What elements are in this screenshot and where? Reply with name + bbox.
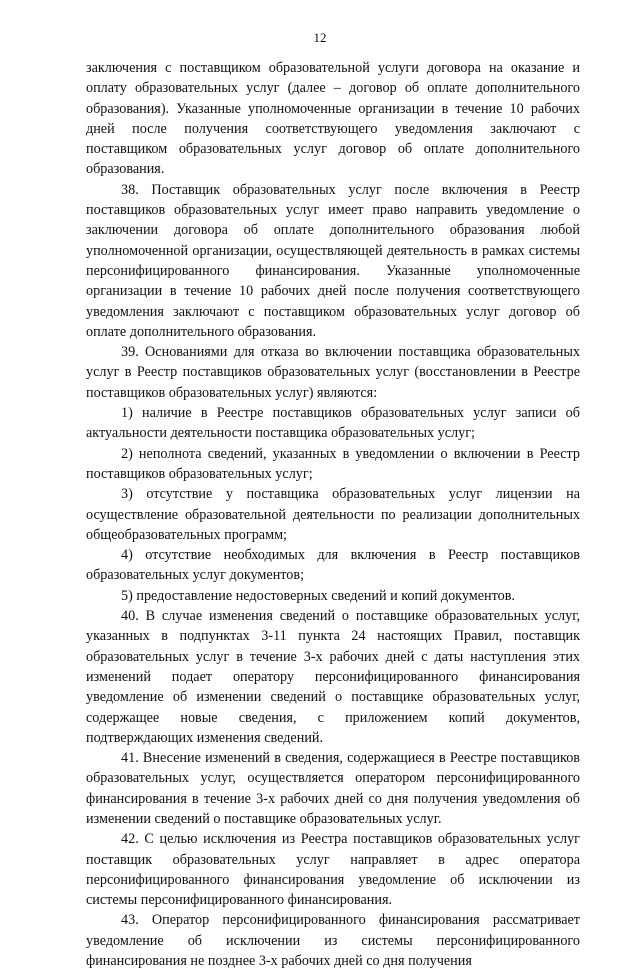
list-item-1: 1) наличие в Реестре поставщиков образовательных услуг записи об актуальности деятельности поставщика образовательных услуг; bbox=[86, 405, 580, 442]
paragraph-39: 39. Основаниями для отказа во включении поставщика образовательных услуг в Реестр поставщиков образовательных услуг (восстановлении в Реестре поставщиков образовательных услуг) являются: bbox=[86, 344, 580, 401]
paragraph-41: 41. Внесение изменений в сведения, содержащиеся в Реестре поставщиков образовательных услуг, осуществляется оператором персонифицированного финансирования в течение 3-х рабочих дней со дня получения уведомления об изменении сведений о поставщике образовательных услуг. bbox=[86, 750, 580, 827]
list-item-2: 2) неполнота сведений, указанных в уведомлении о включении в Реестр поставщиков образовательных услуг; bbox=[86, 445, 580, 482]
paragraph-38: 38. Поставщик образовательных услуг после включения в Реестр поставщиков образовательных услуг имеет право направить уведомление о заключении договора об оплате дополнительного образования любой уполномоченной организации, осуществляющей деятельность в рамках системы персонифицированного финансирования. Указанные уполномоченные организации в течение 10 рабочих дней после получения соответствующего уведомления заключают с поставщиком образовательных услуг договор об оплате дополнительного образования. bbox=[86, 181, 580, 340]
document-body bbox=[86, 58, 580, 971]
list-item-3: 3) отсутствие у поставщика образовательных услуг лицензии на осуществление образовательной деятельности по реализации дополнительных общеобразовательных программ; bbox=[86, 486, 580, 543]
paragraph-42: 42. С целью исключения из Реестра поставщиков образовательных услуг поставщик образовательных услуг направляет в адрес оператора персонифицированного финансирования уведомление об исключении из системы персонифицированного финансирования. bbox=[86, 831, 580, 909]
paragraph-43: 43. Оператор персонифицированного финансирования рассматривает уведомление об исключении из системы персонифицированного финансирования не позднее 3-х рабочих дней со дня получения bbox=[86, 912, 580, 970]
paragraph-continuation: заключения с поставщиком образовательной услуги договора на оказание и оплату образовательных услуг (далее – договор об оплате дополнительного образования). Указанные уполномоченные организации в течение 10 рабочих дней после получения соответствующего уведомления заключают с поставщиком образовательных услуг договор об оплате дополнительного образования. bbox=[86, 60, 580, 178]
list-item-5: 5) предоставление недостоверных сведений и копий документов. bbox=[121, 587, 515, 604]
page-number: 12 bbox=[313, 30, 327, 45]
list-item-4: 4) отсутствие необходимых для включения в Реестр поставщиков образовательных услуг документов; bbox=[86, 547, 580, 584]
paragraph-40: 40. В случае изменения сведений о поставщике образовательных услуг, указанных в подпунктах 3-11 пункта 24 настоящих Правил, поставщик образовательных услуг в течение 3-х рабочих дней с даты наступления этих изменений подает оператору персонифицированного финансирования уведомление об изменении сведений о поставщике образовательных услуг, содержащее новые сведения, с приложением копий документов, подтверждающих изменения сведений. bbox=[86, 608, 580, 746]
